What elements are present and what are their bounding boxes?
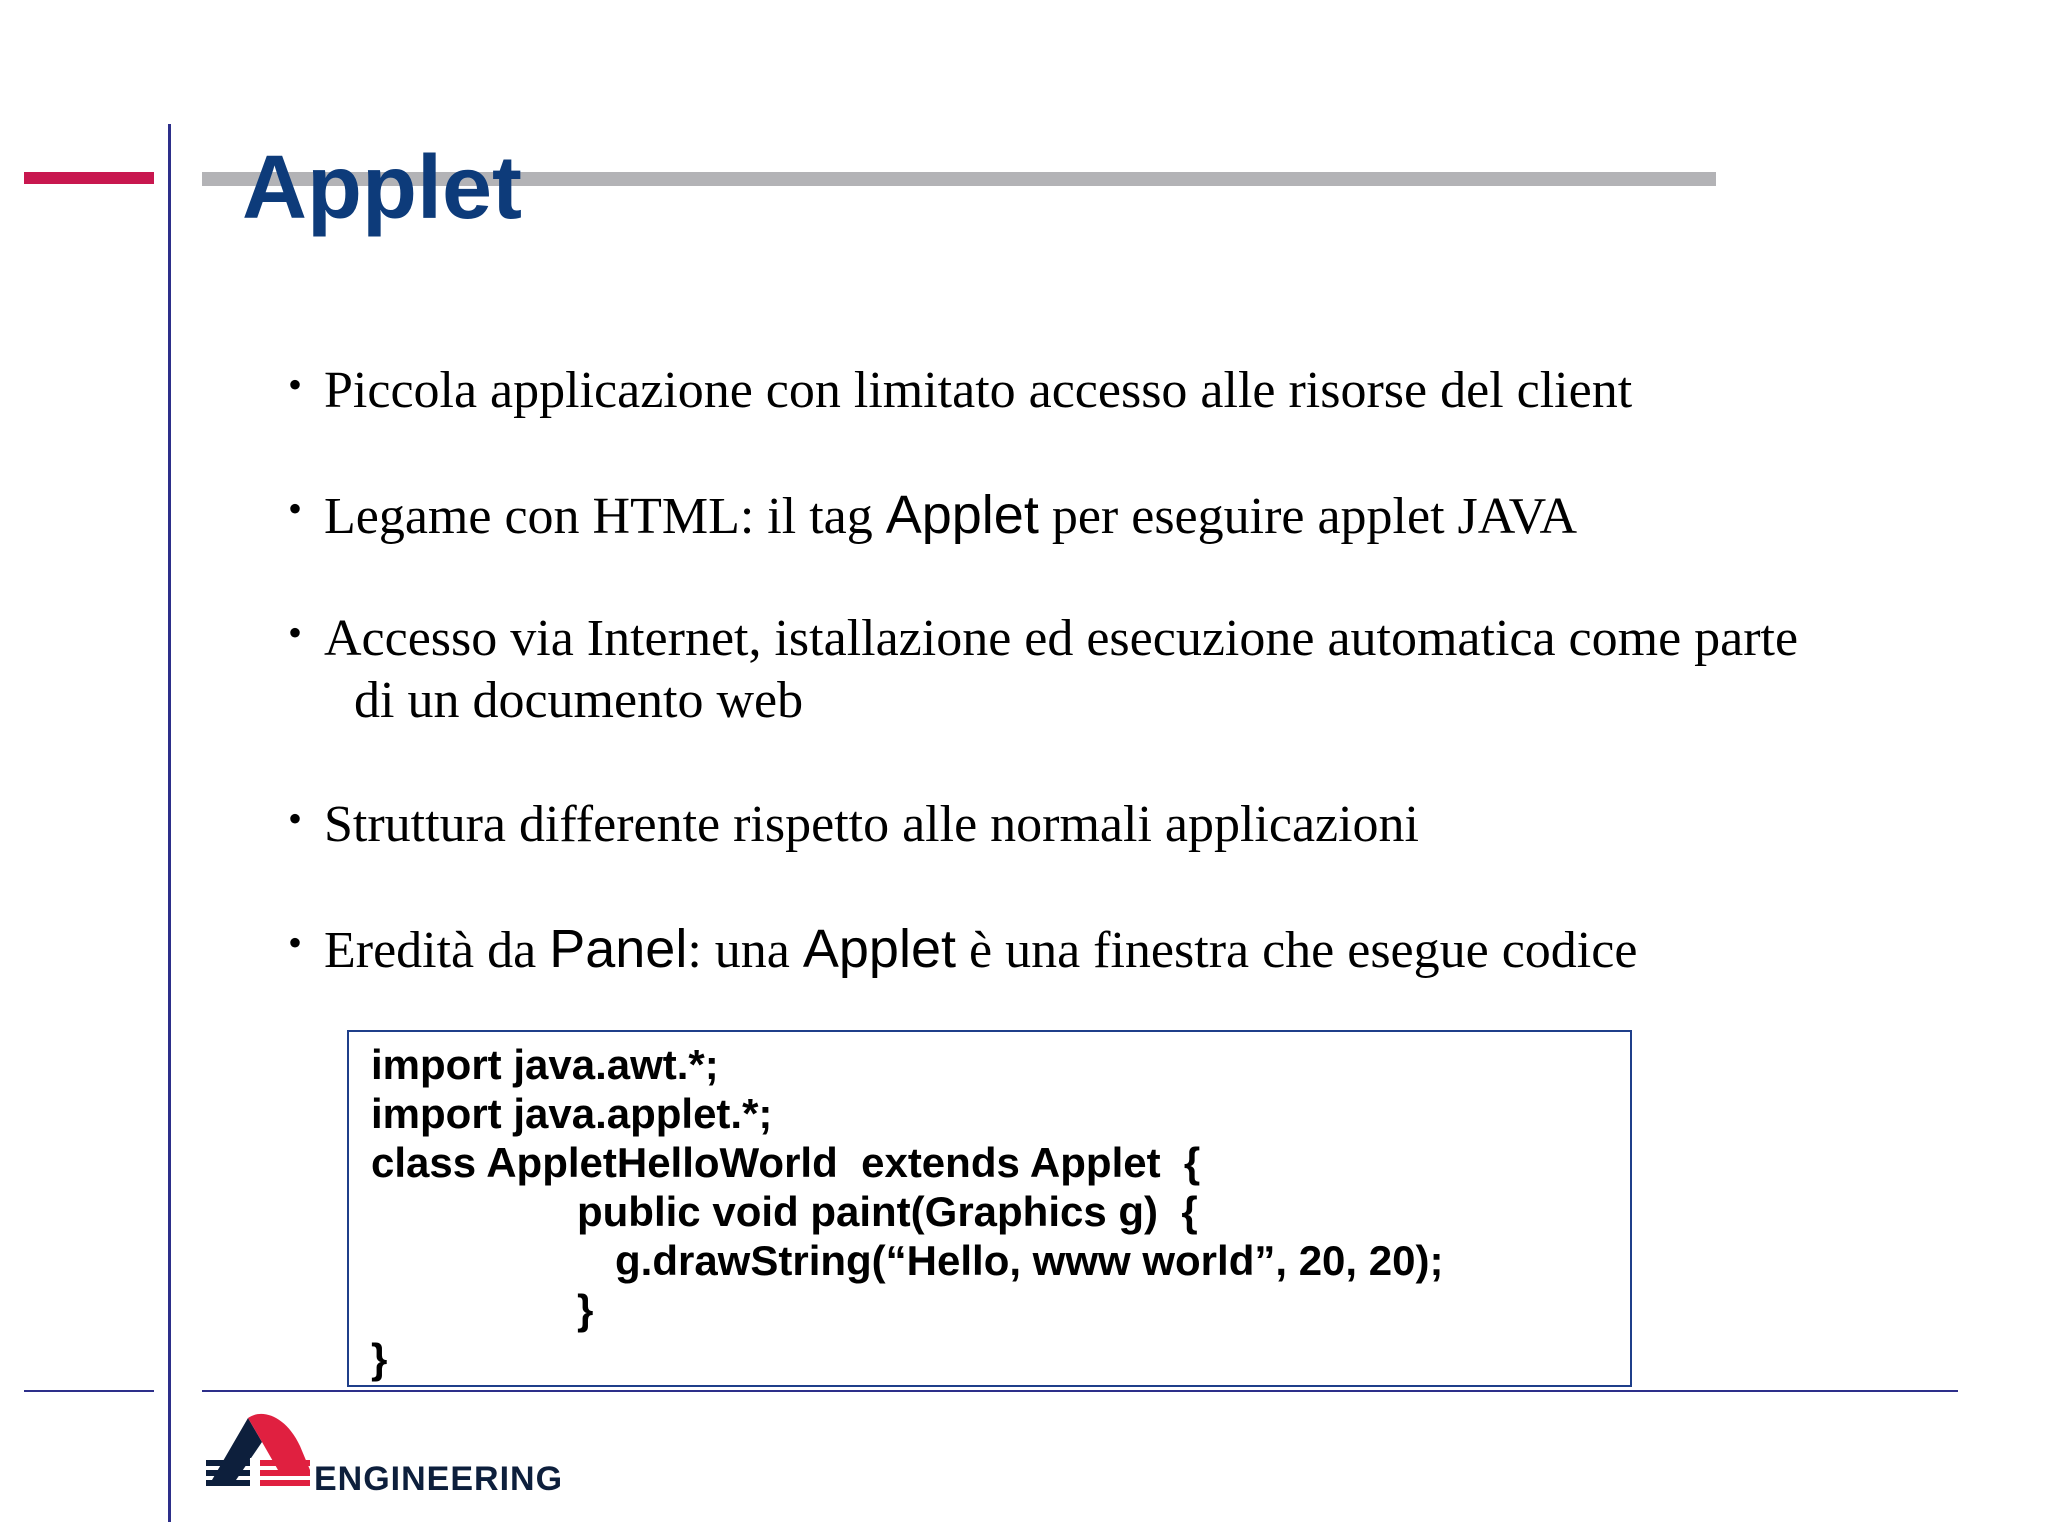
bullet-text-line: Accesso via Internet, istallazione ed esecuzione automatica come parte (324, 610, 1799, 667)
engineering-logo-icon (204, 1408, 314, 1494)
bullet-text-part: Legame con HTML: il tag (324, 488, 886, 545)
code-line: import java.awt.*; (371, 1041, 719, 1088)
slide-title: Applet (242, 138, 522, 238)
bullet-dot-icon: • (288, 796, 303, 841)
code-example-box (347, 1030, 1632, 1387)
bullet-item (288, 608, 1988, 732)
bullet-item (288, 360, 1988, 422)
bullet-item (288, 484, 1988, 548)
left-vertical-rule (168, 124, 171, 1522)
code-line: } (577, 1286, 594, 1333)
code-line: g.drawString(“Hello, www world”, 20, 20); (615, 1237, 1444, 1284)
code-line: } (371, 1335, 388, 1382)
code-line: public void paint(Graphics g) { (577, 1188, 1198, 1235)
title-accent-red-bar (24, 172, 154, 184)
bullet-dot-icon: • (288, 362, 303, 407)
bullet-item (288, 918, 1988, 982)
bullet-text-keyword: Applet (802, 919, 956, 979)
code-line: import java.applet.*; (371, 1090, 773, 1137)
bullet-text-part: : una (687, 922, 803, 979)
bullet-text-part: è una finestra che esegue codice (956, 922, 1638, 979)
bullet-text (288, 608, 1988, 732)
bullet-text-part: per eseguire applet JAVA (1038, 488, 1578, 545)
bullet-text-part: Eredità da (324, 922, 550, 979)
bullet-text-line: di un documento web (354, 672, 804, 729)
bullet-text (288, 484, 1988, 548)
engineering-brand-text: ENGINEERING (314, 1460, 564, 1498)
footer-rule-right (202, 1390, 1958, 1392)
bullet-text (288, 918, 1988, 982)
footer-rule-left (24, 1390, 154, 1392)
bullet-dot-icon: • (288, 610, 303, 655)
bullet-dot-icon: • (288, 920, 303, 965)
bullet-dot-icon: • (288, 486, 303, 531)
bullet-text: Struttura differente rispetto alle normali applicazioni (324, 796, 1419, 853)
bullet-item (288, 794, 1988, 856)
bullet-text-keyword: Panel (549, 919, 688, 979)
bullet-text-keyword: Applet (885, 485, 1039, 545)
bullet-text: Piccola applicazione con limitato accesso alle risorse del client (324, 362, 1633, 419)
code-line: class AppletHelloWorld extends Applet { (371, 1139, 1201, 1186)
